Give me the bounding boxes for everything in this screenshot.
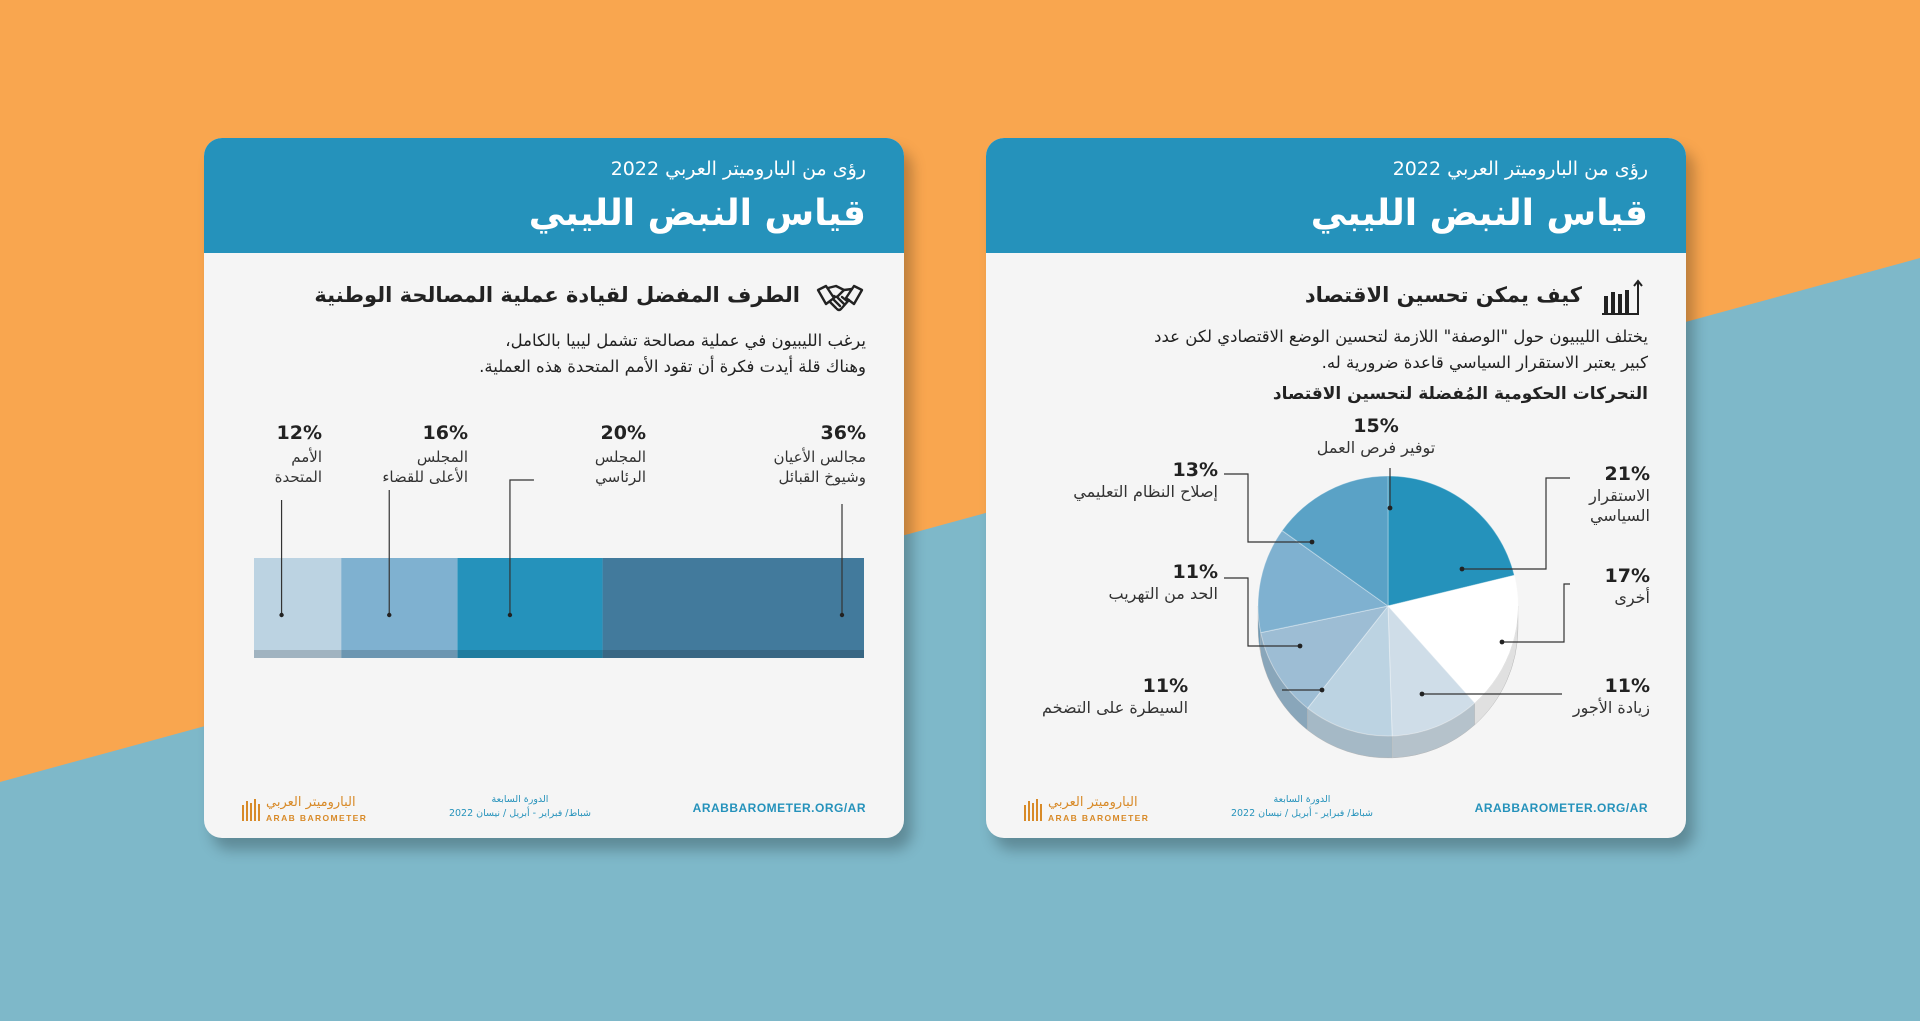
bar-category-label: المتحدة bbox=[274, 468, 322, 486]
right-description-line: يختلف الليبيون حول "الوصفة" اللازمة لتحسين الوضع الاقتصادي لكن عدد bbox=[1154, 327, 1648, 346]
pie-value-label: 11% bbox=[1604, 675, 1650, 697]
arab-barometer-logo bbox=[1024, 793, 1164, 829]
pie-leader-dot bbox=[1310, 540, 1315, 545]
bar-segment-shade bbox=[457, 650, 602, 658]
bar-category-label: الأعلى للقضاء bbox=[382, 468, 468, 486]
pie-category-label: زيادة الأجور bbox=[1572, 698, 1650, 717]
pie-category-label: أخرى bbox=[1614, 588, 1650, 607]
bar-value-label: 16% bbox=[422, 422, 468, 444]
logo-english-text: ARAB BAROMETER bbox=[266, 813, 368, 823]
left-footer-url[interactable]: ARABBAROMETER.ORG/AR bbox=[692, 801, 866, 815]
pie-value-label: 17% bbox=[1604, 565, 1650, 587]
right-footer-edition bbox=[1212, 793, 1392, 821]
right-card-title: قياس النبض الليبي bbox=[1310, 193, 1648, 234]
left-card bbox=[204, 138, 904, 838]
stacked-bar-chart bbox=[204, 138, 904, 838]
left-description-line: يرغب الليبيون في عملية مصالحة تشمل ليبيا بالكامل، bbox=[505, 331, 866, 350]
pie-label-smuggling bbox=[1109, 562, 1218, 604]
pie-label-job-creation bbox=[1286, 416, 1466, 458]
pie-label-political-stability bbox=[1589, 464, 1650, 526]
bar-segment bbox=[254, 558, 341, 658]
pie-label-education-reform bbox=[1073, 460, 1218, 502]
bar-segment bbox=[457, 558, 602, 658]
pie-leader-dot bbox=[1320, 688, 1325, 693]
logo-bars-icon bbox=[242, 799, 262, 821]
bar-leader-dot bbox=[279, 613, 283, 617]
bar-leader-dot bbox=[508, 613, 512, 617]
pie-category-label: الاستقرار bbox=[1589, 486, 1650, 505]
bar-segment bbox=[341, 558, 457, 658]
bar-value-label: 20% bbox=[600, 422, 646, 444]
pie-category-label: السياسي bbox=[1589, 506, 1650, 525]
pie-leader-dot bbox=[1500, 640, 1505, 645]
pie-value-label: 15% bbox=[1353, 415, 1399, 437]
pie-value-label: 11% bbox=[1172, 561, 1218, 583]
right-card bbox=[986, 138, 1686, 838]
logo-arabic-text: الباروميتر العربي bbox=[1048, 795, 1138, 810]
pie-label-wage-increase bbox=[1573, 676, 1650, 718]
bar-category-label: المجلس bbox=[416, 448, 468, 466]
pie-leader-dot bbox=[1298, 644, 1303, 649]
right-card-subtitle: رؤى من الباروميتر العربي 2022 bbox=[1392, 158, 1648, 180]
left-card-title: قياس النبض الليبي bbox=[528, 193, 866, 234]
bar-category-label: الأمم bbox=[291, 448, 322, 466]
right-footer-url[interactable]: ARABBAROMETER.ORG/AR bbox=[1474, 801, 1648, 815]
bar-category-label: مجالس الأعيان bbox=[773, 448, 866, 466]
edition-line: الدورة السابعة bbox=[1273, 794, 1331, 805]
pie-chart-title: التحركات الحكومية المُفضلة لتحسين الاقتصاد bbox=[1272, 384, 1648, 404]
bar-category-label: المجلس bbox=[594, 448, 646, 466]
logo-english-text: ARAB BAROMETER bbox=[1048, 813, 1150, 823]
pie-label-other bbox=[1605, 566, 1650, 608]
left-card-subtitle: رؤى من الباروميتر العربي 2022 bbox=[610, 158, 866, 180]
bar-segment-shade bbox=[603, 650, 864, 658]
bar-category-label: وشيوخ القبائل bbox=[778, 468, 866, 486]
right-description-line: كبير يعتبر الاستقرار السياسي قاعدة ضرورية له. bbox=[1321, 353, 1648, 372]
pie-leader-dot bbox=[1420, 692, 1425, 697]
edition-line: الدورة السابعة bbox=[491, 794, 549, 805]
logo-arabic-text: الباروميتر العربي bbox=[266, 795, 356, 810]
left-footer-edition bbox=[430, 793, 610, 821]
pie-value-label: 21% bbox=[1604, 463, 1650, 485]
bar-category-label: الرئاسي bbox=[595, 468, 646, 486]
edition-line: شباط/ فبراير - أبريل / نيسان 2022 bbox=[1230, 808, 1374, 819]
bar-segment-shade bbox=[254, 650, 341, 658]
edition-line: شباط/ فبراير - أبريل / نيسان 2022 bbox=[448, 808, 592, 819]
pie-category-label: توفير فرص العمل bbox=[1316, 438, 1436, 457]
logo-bars-icon bbox=[1024, 799, 1044, 821]
bar-leader-dot bbox=[840, 613, 844, 617]
pie-leader-dot bbox=[1460, 567, 1465, 572]
arab-barometer-logo bbox=[242, 793, 382, 829]
pie-category-label: الحد من التهريب bbox=[1108, 584, 1218, 603]
bar-segment-shade bbox=[341, 650, 457, 658]
pie-value-label: 11% bbox=[1142, 675, 1189, 697]
left-description-line: وهناك قلة أيدت فكرة أن تقود الأمم المتحدة هذه العملية. bbox=[479, 357, 866, 376]
pie-label-inflation-control bbox=[1042, 676, 1188, 718]
pie-category-label: السيطرة على التضخم bbox=[1042, 698, 1189, 717]
bar-leader-dot bbox=[387, 613, 391, 617]
bar-value-label: 12% bbox=[276, 422, 322, 444]
bar-segment bbox=[603, 558, 864, 658]
pie-category-label: إصلاح النظام التعليمي bbox=[1073, 482, 1218, 501]
bar-value-label: 36% bbox=[820, 422, 866, 444]
left-section-title: الطرف المفضل لقيادة عملية المصالحة الوطنية bbox=[314, 283, 800, 307]
right-section-title: كيف يمكن تحسين الاقتصاد bbox=[1304, 283, 1582, 307]
pie-value-label: 13% bbox=[1172, 459, 1218, 481]
pie-leader-dot bbox=[1388, 506, 1393, 511]
